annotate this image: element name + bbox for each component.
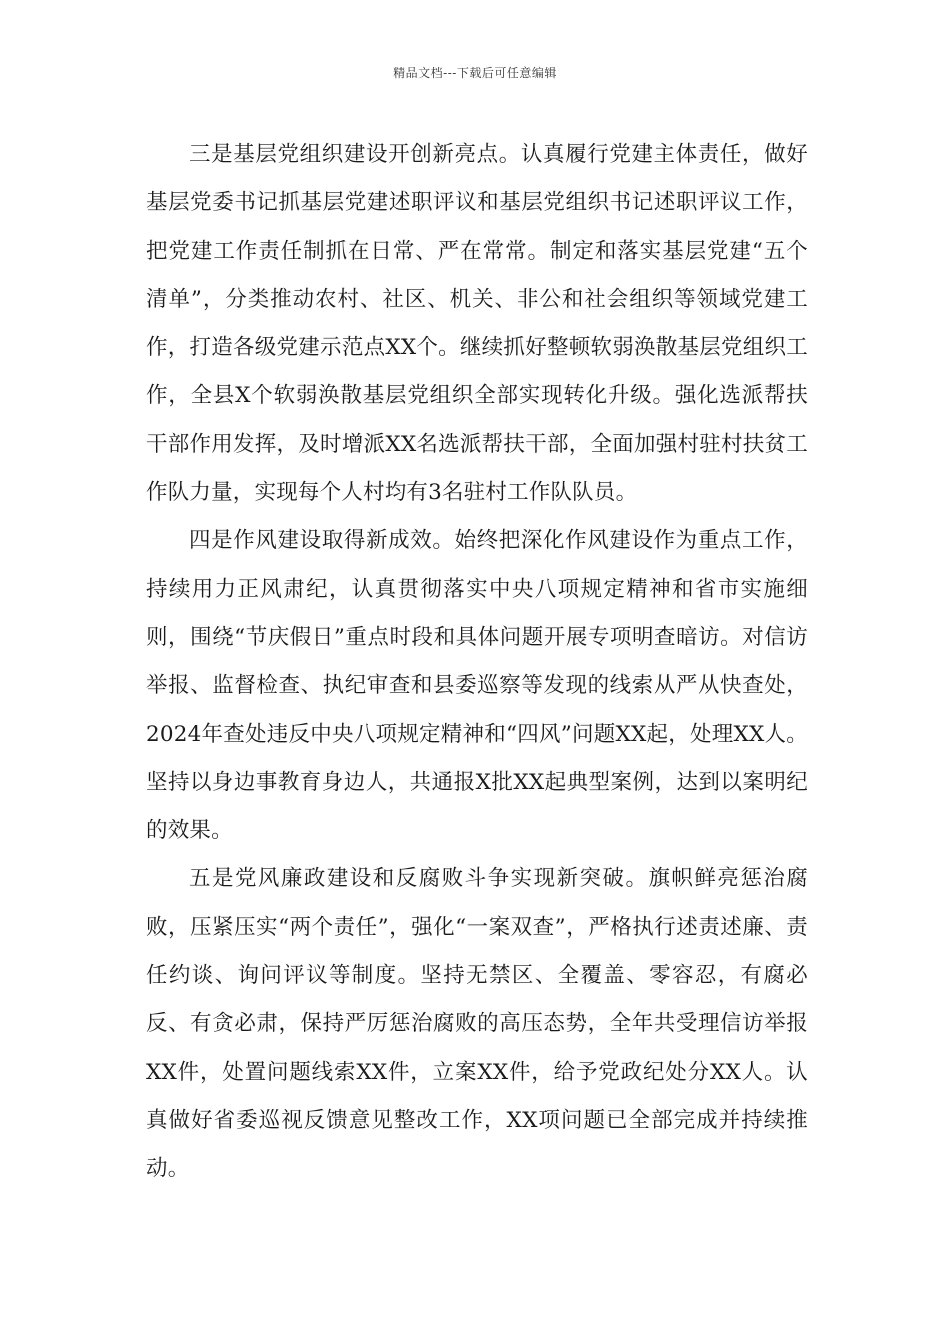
paragraph-work-style: 四是作风建设取得新成效。始终把深化作风建设作为重点工作，持续用力正风肃纪，认真贯彻落实中央八项规定精神和省市实施细则，围绕“节庆假日”重点时段和具体问题开展专项明查暗访。对信访举报、监督检查、执纪审查和县委巡察等发现的线索从严从快查处，2024年查处违反中央八项规定精神和“四风”问题XX起，处理XX人。坚持以身边事教育身边人，共通报X批XX起典型案例，达到以案明纪的效果。 [146, 528, 808, 844]
document-body [146, 131, 808, 1194]
paragraph-anti-corruption: 五是党风廉政建设和反腐败斗争实现新突破。旗帜鲜亮惩治腐败，压紧压实“两个责任”，强化“一案双查”，严格执行述责述廉、责任约谈、询问评议等制度。坚持无禁区、全覆盖、零容忍，有腐必反、有贪必肃，保持严厉惩治腐败的高压态势，全年共受理信访举报XX件，处置问题线索XX件，立案XX件，给予党政纪处分XX人。认真做好省委巡视反馈意见整改工作，XX项问题已全部完成并持续推动。 [146, 866, 808, 1182]
paragraph-party-organization: 三是基层党组织建设开创新亮点。认真履行党建主体责任，做好基层党委书记抓基层党建述职评议和基层党组织书记述职评议工作，把党建工作责任制抓在日常、严在常常。制定和落实基层党建“五个清单”，分类推动农村、社区、机关、非公和社会组织等领域党建工作，打造各级党建示范点XX个。继续抓好整顿软弱涣散基层党组织工作，全县X个软弱涣散基层党组织全部实现转化升级。强化选派帮扶干部作用发挥，及时增派XX名选派帮扶干部，全面加强村驻村扶贫工作队力量，实现每个人村均有3名驻村工作队队员。 [146, 142, 808, 506]
page-header: 精品文档---下载后可任意编辑 [393, 66, 557, 80]
